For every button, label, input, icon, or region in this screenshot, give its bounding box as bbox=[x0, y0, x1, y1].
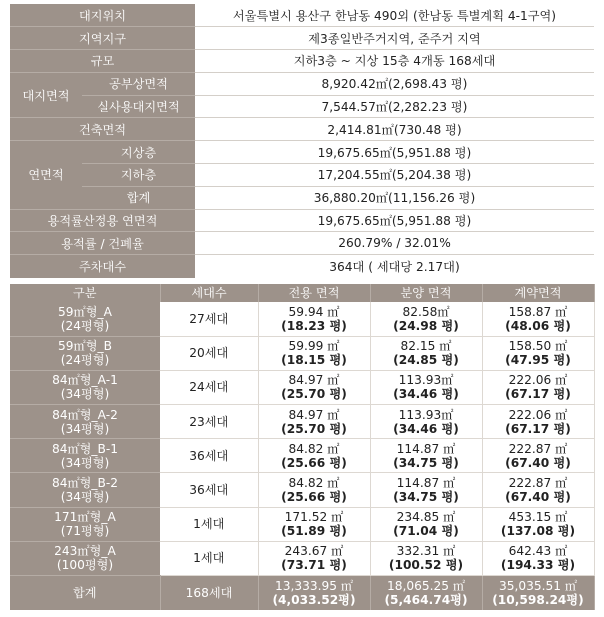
info-sublabel: 실사용대지면적 bbox=[82, 95, 195, 118]
info-label: 규모 bbox=[10, 50, 195, 73]
area-sqm: 113.93㎡ bbox=[398, 373, 454, 388]
area-pyeong: (18.23 평) bbox=[281, 318, 347, 333]
area-pyeong: (137.08 평) bbox=[500, 524, 576, 539]
info-label: 대지위치 bbox=[10, 4, 195, 27]
area-sqm: 642.43 ㎡ bbox=[508, 544, 568, 559]
area-pyeong: (34.75 평) bbox=[393, 455, 459, 470]
area-pyeong: (48.06 평) bbox=[505, 318, 571, 333]
unit-contract-area bbox=[482, 405, 594, 439]
info-row-zoning bbox=[10, 27, 594, 50]
unit-sale-area bbox=[370, 473, 482, 507]
info-group-label: 연면적 bbox=[10, 141, 82, 209]
unit-contract-area bbox=[482, 370, 594, 404]
area-pyeong: (25.70 평) bbox=[281, 421, 347, 436]
info-sublabel: 지하층 bbox=[82, 164, 195, 187]
info-sublabel: 공부상면적 bbox=[82, 72, 195, 95]
area-sqm: 222.06 ㎡ bbox=[508, 407, 568, 422]
unit-sale-area bbox=[370, 541, 482, 575]
area-sqm: 84.82 ㎡ bbox=[288, 476, 340, 491]
area-pyeong: (47.95 평) bbox=[505, 353, 571, 368]
header-contract-area: 계약면적 bbox=[482, 284, 594, 302]
info-label: 용적률산정용 연면적 bbox=[10, 209, 195, 232]
unit-type bbox=[10, 405, 160, 439]
area-pyeong: (34.46 평) bbox=[393, 387, 459, 402]
area-sqm: 114.87 ㎡ bbox=[396, 441, 456, 456]
unit-contract-area bbox=[482, 473, 594, 507]
info-label: 주차대수 bbox=[10, 255, 195, 278]
area-pyeong: (71.04 평) bbox=[393, 524, 459, 539]
unit-exclusive-area bbox=[258, 473, 370, 507]
area-pyeong: (194.33 평) bbox=[500, 558, 576, 573]
total-contract-area bbox=[482, 576, 594, 610]
unit-total-row bbox=[10, 576, 594, 610]
unit-row bbox=[10, 541, 594, 575]
area-pyeong: (67.40 평) bbox=[505, 490, 571, 505]
area-sqm: 158.50 ㎡ bbox=[508, 339, 568, 354]
total-households: 168세대 bbox=[160, 576, 258, 610]
info-group-label: 대지면적 bbox=[10, 72, 82, 118]
area-pyeong: (18.15 평) bbox=[281, 353, 347, 368]
area-sqm: 332.31 ㎡ bbox=[396, 544, 456, 559]
info-row-floor-total bbox=[10, 186, 594, 209]
area-pyeong: (25.66 평) bbox=[281, 490, 347, 505]
unit-type-name: 59㎡형_B bbox=[58, 339, 112, 354]
info-value: 지하3층 ~ 지상 15층 4개동 168세대 bbox=[195, 50, 594, 73]
unit-sale-area bbox=[370, 507, 482, 541]
area-sqm: 222.87 ㎡ bbox=[508, 441, 568, 456]
info-value: 8,920.42㎡(2,698.43 평) bbox=[195, 72, 594, 95]
area-pyeong: (67.40 평) bbox=[505, 455, 571, 470]
area-pyeong: (5,464.74평) bbox=[384, 592, 468, 607]
unit-row bbox=[10, 439, 594, 473]
unit-type-name: 84㎡형_A-2 bbox=[52, 407, 118, 422]
area-pyeong: (25.70 평) bbox=[281, 387, 347, 402]
area-pyeong: (67.17 평) bbox=[505, 421, 571, 436]
unit-households: 36세대 bbox=[160, 473, 258, 507]
area-pyeong: (34.75 평) bbox=[393, 490, 459, 505]
unit-type bbox=[10, 370, 160, 404]
info-value: 서울특별시 용산구 한남동 490외 (한남동 특별계획 4-1구역) bbox=[195, 4, 594, 27]
info-row-site-area-official bbox=[10, 72, 594, 95]
area-sqm: 222.87 ㎡ bbox=[508, 476, 568, 491]
area-sqm: 13,333.95 ㎡ bbox=[274, 578, 354, 593]
info-value: 260.79% / 32.01% bbox=[195, 232, 594, 255]
area-sqm: 171.52 ㎡ bbox=[284, 510, 344, 525]
area-pyeong: (73.71 평) bbox=[281, 558, 347, 573]
unit-type-pyeong: (24평형) bbox=[60, 353, 110, 368]
info-row-floor-above bbox=[10, 141, 594, 164]
unit-type bbox=[10, 336, 160, 370]
unit-type-name: 59㎡형_A bbox=[58, 304, 112, 319]
info-row-parking bbox=[10, 255, 594, 278]
header-sale-area: 분양 면적 bbox=[370, 284, 482, 302]
unit-contract-area bbox=[482, 541, 594, 575]
header-type: 구분 bbox=[10, 284, 160, 302]
info-label: 건축면적 bbox=[10, 118, 195, 141]
unit-sale-area bbox=[370, 405, 482, 439]
unit-exclusive-area bbox=[258, 370, 370, 404]
area-sqm: 158.87 ㎡ bbox=[508, 304, 568, 319]
info-sublabel: 지상층 bbox=[82, 141, 195, 164]
unit-row bbox=[10, 507, 594, 541]
unit-exclusive-area bbox=[258, 541, 370, 575]
unit-type-name: 243㎡형_A bbox=[54, 544, 116, 559]
area-pyeong: (10,598.24평) bbox=[492, 592, 584, 607]
area-pyeong: (67.17 평) bbox=[505, 387, 571, 402]
area-sqm: 453.15 ㎡ bbox=[508, 510, 568, 525]
header-households: 세대수 bbox=[160, 284, 258, 302]
area-sqm: 59.94 ㎡ bbox=[288, 304, 340, 319]
info-row-floor-below bbox=[10, 164, 594, 187]
unit-sale-area bbox=[370, 302, 482, 336]
info-label: 지역지구 bbox=[10, 27, 195, 50]
header-exclusive-area: 전용 면적 bbox=[258, 284, 370, 302]
unit-type-pyeong: (24평형) bbox=[60, 318, 110, 333]
info-row-far-area bbox=[10, 209, 594, 232]
info-value: 19,675.65㎡(5,951.88 평) bbox=[195, 209, 594, 232]
info-value: 36,880.20㎡(11,156.26 평) bbox=[195, 186, 594, 209]
info-row-building-area bbox=[10, 118, 594, 141]
unit-type-pyeong: (100평형) bbox=[56, 558, 114, 573]
unit-households: 1세대 bbox=[160, 507, 258, 541]
area-pyeong: (24.98 평) bbox=[393, 318, 459, 333]
unit-type-pyeong: (71평형) bbox=[60, 524, 110, 539]
info-value: 7,544.57㎡(2,282.23 평) bbox=[195, 95, 594, 118]
area-pyeong: (51.89 평) bbox=[281, 524, 347, 539]
unit-households: 20세대 bbox=[160, 336, 258, 370]
area-sqm: 84.97 ㎡ bbox=[288, 373, 340, 388]
info-row-ratio bbox=[10, 232, 594, 255]
unit-row bbox=[10, 405, 594, 439]
unit-type bbox=[10, 541, 160, 575]
area-pyeong: (4,033.52평) bbox=[272, 592, 356, 607]
unit-row bbox=[10, 473, 594, 507]
unit-exclusive-area bbox=[258, 405, 370, 439]
unit-row bbox=[10, 336, 594, 370]
unit-exclusive-area bbox=[258, 439, 370, 473]
area-sqm: 234.85 ㎡ bbox=[396, 510, 456, 525]
area-pyeong: (34.46 평) bbox=[393, 421, 459, 436]
total-sale-area bbox=[370, 576, 482, 610]
unit-table-header bbox=[10, 284, 594, 302]
info-row-site-area-actual bbox=[10, 95, 594, 118]
unit-type bbox=[10, 473, 160, 507]
unit-households: 1세대 bbox=[160, 541, 258, 575]
area-sqm: 82.15 ㎡ bbox=[400, 339, 452, 354]
unit-type bbox=[10, 439, 160, 473]
unit-type-pyeong: (34평형) bbox=[60, 421, 110, 436]
area-pyeong: (24.85 평) bbox=[393, 353, 459, 368]
unit-contract-area bbox=[482, 439, 594, 473]
area-sqm: 84.82 ㎡ bbox=[288, 441, 340, 456]
unit-households: 36세대 bbox=[160, 439, 258, 473]
unit-type-name: 171㎡형_A bbox=[54, 510, 116, 525]
unit-households: 24세대 bbox=[160, 370, 258, 404]
area-pyeong: (100.52 평) bbox=[388, 558, 464, 573]
info-value: 17,204.55㎡(5,204.38 평) bbox=[195, 164, 594, 187]
unit-type-name: 84㎡형_B-1 bbox=[51, 441, 119, 456]
area-sqm: 243.67 ㎡ bbox=[284, 544, 344, 559]
area-sqm: 114.87 ㎡ bbox=[396, 476, 456, 491]
info-value: 364대 ( 세대당 2.17대) bbox=[195, 255, 594, 278]
area-sqm: 59.99 ㎡ bbox=[288, 339, 340, 354]
unit-type-name: 84㎡형_B-2 bbox=[51, 476, 119, 491]
unit-contract-area bbox=[482, 507, 594, 541]
total-exclusive-area bbox=[258, 576, 370, 610]
unit-exclusive-area bbox=[258, 302, 370, 336]
unit-households: 27세대 bbox=[160, 302, 258, 336]
unit-type-name: 84㎡형_A-1 bbox=[52, 373, 118, 388]
unit-households: 23세대 bbox=[160, 405, 258, 439]
project-info-table bbox=[10, 4, 594, 278]
info-sublabel: 합계 bbox=[82, 186, 195, 209]
unit-type-pyeong: (34평형) bbox=[60, 455, 110, 470]
area-sqm: 113.93㎡ bbox=[398, 407, 454, 422]
area-pyeong: (25.66 평) bbox=[281, 455, 347, 470]
total-label: 합계 bbox=[10, 576, 160, 610]
area-sqm: 222.06 ㎡ bbox=[508, 373, 568, 388]
unit-sale-area bbox=[370, 336, 482, 370]
info-value: 2,414.81㎡(730.48 평) bbox=[195, 118, 594, 141]
unit-sale-area bbox=[370, 370, 482, 404]
info-row-scale bbox=[10, 50, 594, 73]
area-sqm: 35,035.51 ㎡ bbox=[498, 578, 578, 593]
unit-type-pyeong: (34평형) bbox=[60, 387, 110, 402]
unit-type bbox=[10, 302, 160, 336]
unit-type bbox=[10, 507, 160, 541]
unit-exclusive-area bbox=[258, 336, 370, 370]
info-value: 제3종일반주거지역, 준주거 지역 bbox=[195, 27, 594, 50]
unit-row bbox=[10, 302, 594, 336]
info-value: 19,675.65㎡(5,951.88 평) bbox=[195, 141, 594, 164]
unit-exclusive-area bbox=[258, 507, 370, 541]
info-label: 용적률 / 건폐율 bbox=[10, 232, 195, 255]
unit-type-table bbox=[10, 284, 595, 610]
area-sqm: 82.58㎡ bbox=[402, 304, 450, 319]
unit-contract-area bbox=[482, 336, 594, 370]
unit-contract-area bbox=[482, 302, 594, 336]
unit-type-pyeong: (34평형) bbox=[60, 490, 110, 505]
area-sqm: 84.97 ㎡ bbox=[288, 407, 340, 422]
unit-sale-area bbox=[370, 439, 482, 473]
area-sqm: 18,065.25 ㎡ bbox=[386, 578, 466, 593]
unit-row bbox=[10, 370, 594, 404]
info-row-location bbox=[10, 4, 594, 27]
